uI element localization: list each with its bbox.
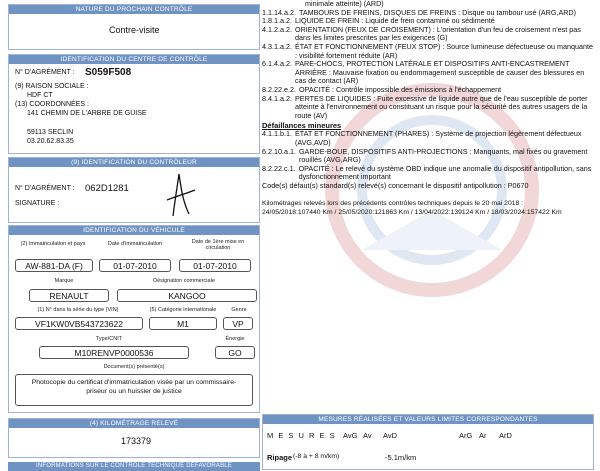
vehicule-panel [8,225,260,413]
marque-field: RENAULT [29,289,109,302]
defaillance-code: 8.2.22.e.2. [262,84,296,94]
controleur-agrement-value: 062D1281 [85,183,129,194]
bottom-left-header: INFORMATIONS SUR LE CONTRÔLE TECHNIQUE DÉFAVORABLE [8,462,260,471]
defaillance-text: PARE-CHOCS, PROTECTION LATÉRALE ET DISPOSITIFS ANTI-ENCASTREMENT ARRIÈRE : Mauvaise fixation ou endommagement susceptible de causer des blessures en cas de contact (AR) [294,59,585,86]
mesure-col-arg: ArG [459,431,473,440]
mesures-panel [262,414,594,470]
centre-header: IDENTIFICATION DU CENTRE DE CONTRÔLE [9,55,259,64]
coord-label: (13) COORDONNÉES : [15,101,89,108]
defaillance-text: PERTES DE LIQUIDES : Fuite excessive de liquide autre que de l'eau susceptible de porter atteinte à l'environnement ou constituant un risque pour la sécurité des autres usagers de la route (AV) [294,93,588,120]
defaillance-text: ÉTAT ET FONCTIONNEMENT (FEUX STOP) : Source lumineuse défectueuse ou manquante : visibilité fortement réduite (AR) [294,41,593,60]
genre-label: Genre [231,307,247,313]
defaillances-list [262,0,594,217]
defaillance-item [262,95,594,121]
genre-field: VP [223,317,253,330]
categorie-label: (5) Catégorie internationale [149,307,217,313]
mesure-col-avg: AvG [343,431,358,440]
defaillance-code: 4.1.1.b.1. [262,129,292,139]
defaillance-text: LIQUIDE DE FREIN : Liquide de frein contaminé ou sédimenté [294,16,495,26]
km-history: Kilométrages relevés lors des précédents contrôles techniques depuis le 20 mai 2018 : 24/05/2018:107440 Km / 25/05/2020:121863 Km / 13/04/2022:139124 Km / 18/03/2024:157422 Km [262,200,562,216]
kilometrage-value: 173379 [121,436,152,446]
defaillance-text: minimale atteinte) (ARD) [305,0,384,8]
ripage-limit: (-8 à + 8 m/km) [293,453,340,460]
defaillance-item [262,130,594,147]
docs-label: Document(s) présenté(s) [103,364,165,370]
defaillance-code: 4.3.1.a.2. [262,41,292,51]
centre-agrement-label: N° D'AGRÉMENT : [15,69,75,76]
designation-label: Désignation commerciale [153,278,215,284]
date-immat-label: Date d'immatriculation [107,241,163,247]
signature-mark [159,170,199,218]
signature-label: SIGNATURE : [15,200,60,207]
defaillance-code: 1.8.1.a.2. [262,16,292,26]
raison-label: (9) RAISON SOCIALE : [15,83,89,90]
defaillances-majeures-list [262,0,594,120]
nature-value: Contre-visite [109,25,160,35]
defaillance-text: ORIENTATION (FEUX DE CROISEMENT) : L'orientation d'un feu de croisement n'est pas dans les limites prescrites par les exigences (G) [294,24,581,43]
mesures-title: M E S U R E S [267,431,337,440]
kilometrage-header: (4) KILOMÉTRAGE RELEVÉ [9,419,259,428]
nature-panel [8,4,260,50]
nature-header: NATURE DU PROCHAIN CONTRÔLE [9,5,259,14]
defaillance-text: TAMBOURS DE FREINS, DISQUES DE FREINS : Disque ou tambour usé (ARG,ARD) [298,7,577,17]
defaillance-item [262,43,594,60]
vin-label: (1) N° dans la série du type (VIN) [37,307,119,313]
ripage-value: -5.1m/km [385,453,417,462]
date-circ-label: Date de 1ère mise en circulation [191,239,245,251]
controleur-agrement-label: N° D'AGRÉMENT : [15,185,75,192]
defaillance-text: OPACITÉ : Contrôle impossible des émissions à l'échappement [298,84,502,94]
immat-field: AW-881-DA (F) [15,259,93,272]
defaillance-text: OPACITÉ : Le relevé du système OBD indique une anomalie du dispositif antipollution, sans dysfonctionnement important [298,163,592,182]
right-column [262,0,594,470]
defaillance-text: GARDE-BOUE, DISPOSITIFS ANTI-PROJECTIONS : Manquants, mal fixés ou gravement rouillés (AVG,ARG) [298,146,588,165]
marque-label: Marque [54,278,74,284]
date-immat-field: 01-07-2010 [99,259,171,272]
mesure-col-ar: Ar [479,431,487,440]
left-column [8,0,260,470]
defaillance-code: 8.4.1.a.2. [262,93,292,103]
defaillance-item [262,165,594,182]
defaillance-text: ÉTAT ET FONCTIONNEMENT (PHARES) : Système de projection légèrement défectueux (AVG,AVD) [294,129,582,147]
energie-label: Énergie [225,336,245,342]
centre-panel [8,54,260,154]
mesure-col-avd: AvD [383,431,398,440]
ripage-label: Ripage [267,453,293,462]
mesures-header: MESURES RÉALISÉES ET VALEURS LIMITES CORRESPONDANTES [263,415,593,424]
mesure-col-ard: ArD [499,431,512,440]
defaillance-code: 6.1.4.a.2. [262,59,292,69]
defaillance-item [262,60,594,86]
antipollution-note: Code(s) défaut(s) standard(s) relevé(s) concernant le dispositif antipollution : P0670 [262,180,529,190]
type-field: M10RENVP0000536 [39,346,189,359]
centre-phone: 03.20.62.83.35 [27,138,74,145]
defaillance-code: 8.2.22.c.1. [262,163,296,173]
docs-field: Photocopie du certificat d'immatriculation visée par un commissaire-priseur ou un huissier de justice [15,374,253,406]
vehicule-header: IDENTIFICATION DU VÉHICULE [9,226,259,235]
designation-field: KANGOO [117,289,257,302]
centre-city: 59113 SECLIN [27,129,74,136]
type-label: Type/CNIT [95,336,123,342]
kilometrage-panel [8,418,260,458]
centre-address: 141 CHEMIN DE L'ARBRE DE GUISE [27,110,147,117]
immat-label: (2) Immatriculation et pays [20,241,86,247]
controleur-header: (9) IDENTIFICATION DU CONTRÔLEUR [9,158,259,167]
defaillance-item [262,148,594,165]
defaillance-code: 4.1.2.a.2. [262,24,292,34]
energie-field: GO [215,346,255,359]
categorie-field: M1 [149,317,217,330]
defaillance-code: 1.1.14.a.2. [262,7,296,17]
defaillances-mineures-list [262,130,594,182]
mesure-col-av: Av [363,431,372,440]
defaillance-code: 6.2.10.a.1. [262,146,296,156]
vin-field: VF1KW0VB543723622 [15,317,143,330]
centre-agrement-value: S059F508 [85,67,132,78]
date-circ-field: 01-07-2010 [179,259,251,272]
mineures-header: Défaillances mineures [262,121,342,131]
defaillance-item [262,26,594,43]
controleur-panel [8,157,260,223]
raison-value: HDF CT [27,92,53,99]
